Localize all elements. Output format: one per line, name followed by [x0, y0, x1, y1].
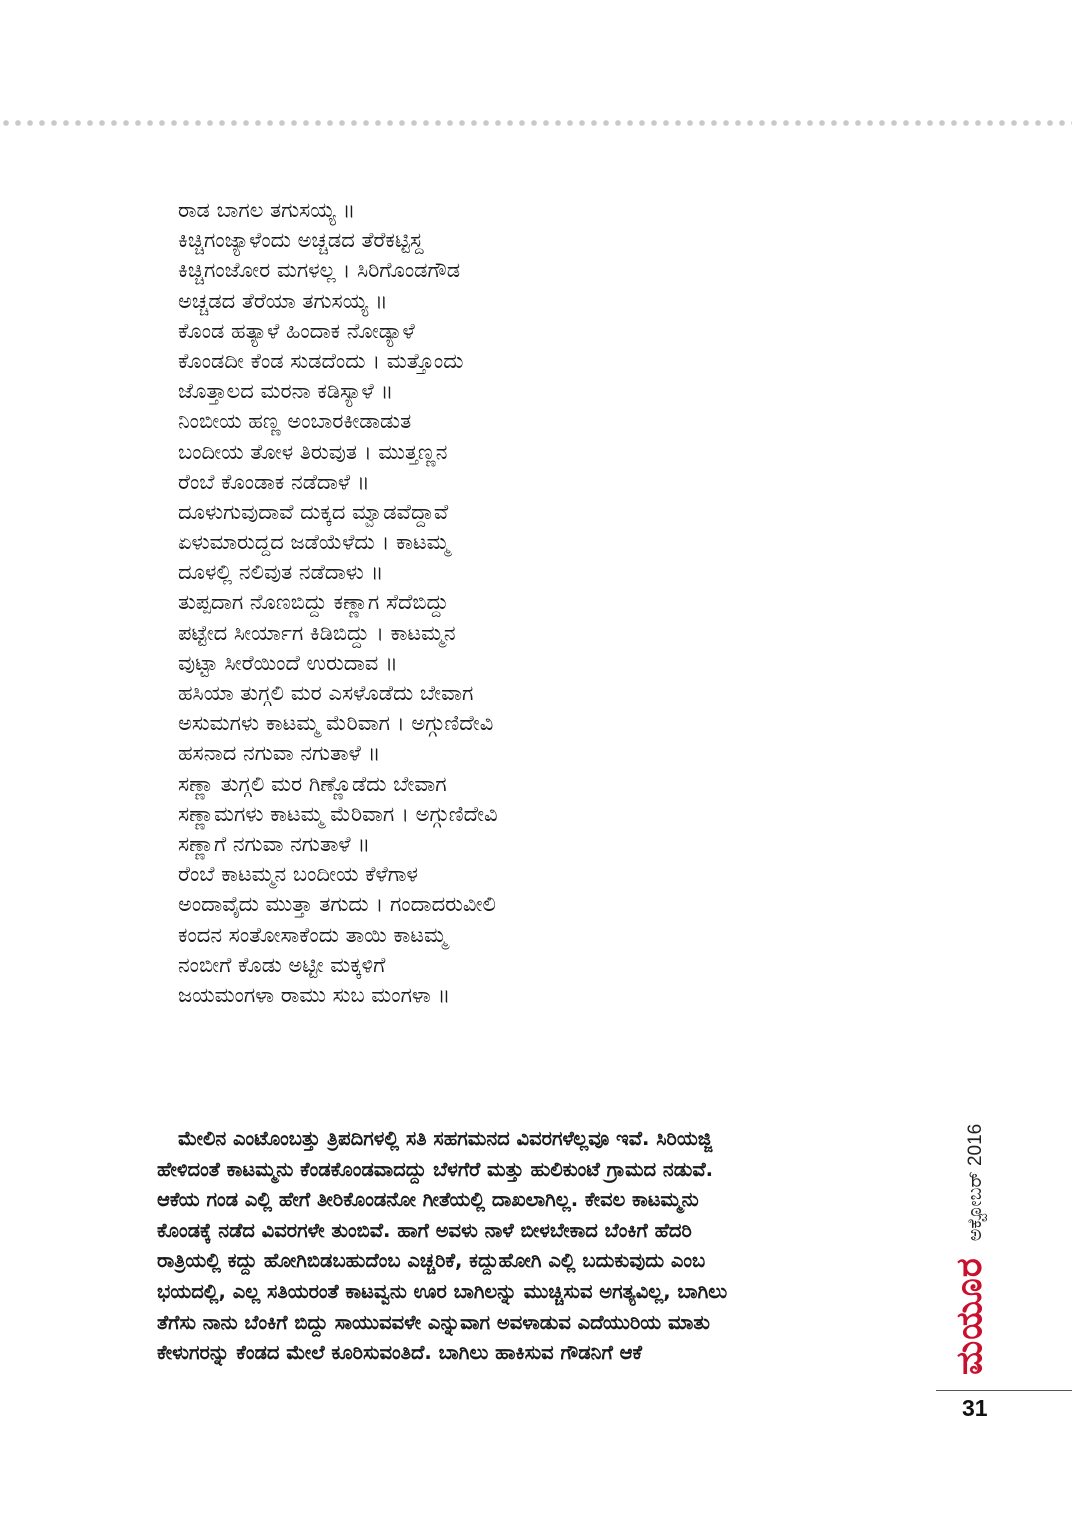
issue-date: ಅಕ್ಟೋಬರ್ 2016: [965, 1123, 986, 1242]
poem-line: ದೂಳುಗುವುದಾವೆ ದುಕ್ಕದ ಮ್ವಾಡವೆದ್ದಾವೆ: [178, 499, 449, 524]
poem-line: ಸಣ್ಣಾ ತುಗ್ಗಲಿ ಮರ ಗಿಣ್ಣೊಡೆದು ಬೇವಾಗ: [178, 771, 447, 796]
poem-line: ಕೊಂಡದೀ ಕೆಂಡ ಸುಡದೆಂದು । ಮತ್ತೊಂದು: [178, 348, 464, 373]
poem-line: ಕೊಂಡ ಹತ್ಯಾಳೆ ಹಿಂದಾಕ ನೋಡ್ಯಾಳೆ: [178, 318, 415, 343]
prose-line: ರಾತ್ರಿಯಲ್ಲಿ ಕದ್ದು ಹೋಗಿಬಿಡಬಹುದೆಂಬ ಎಚ್ಚರಿಕೆ, ಕದ್ದುಹೋಗಿ ಎಲ್ಲಿ ಬದುಕುವುದು ಎಂಬ: [157, 1249, 706, 1273]
poem-line: ಸಣ್ಣಾಮಗಳು ಕಾಟಮ್ಮ ಮೆರಿವಾಗ । ಅಗ್ಗುಣಿದೇವಿ: [178, 801, 498, 826]
poem-line: ಕಂದನ ಸಂತೋಸಾಕೆಂದು ತಾಯಿ ಕಾಟಮ್ಮ: [178, 922, 447, 947]
prose-line: ಮೇಲಿನ ಎಂಟೊಂಬತ್ತು ತ್ರಿಪದಿಗಳಲ್ಲಿ ಸತಿ ಸಹಗಮನದ ವಿವರಗಳೆಲ್ಲವೂ ಇವೆ. ಸಿರಿಯಜ್ಜಿ: [178, 1127, 713, 1150]
poem-line: ಹಸಿಯಾ ತುಗ್ಗಲಿ ಮರ ಎಸಳೊಡೆದು ಬೇವಾಗ: [178, 681, 474, 705]
poem-line: ಪಟ್ಟೇದ ಸೀರ್ಯಾಗ ಕಿಡಿಬಿದ್ದು । ಕಾಟಮ್ಮನ: [178, 620, 456, 645]
page-number: 31: [962, 1395, 988, 1421]
poem-line: ರೆಂಬೆ ಕೊಂಡಾಕ ನಡೆದಾಳೆ ॥: [178, 469, 370, 494]
poem-line: ದೂಳಲ್ಲಿ ನಲಿವುತ ನಡೆದಾಳು ॥: [178, 560, 384, 585]
prose-line: ತೆಗೆಸು ನಾನು ಬೆಂಕಿಗೆ ಬಿದ್ದು ಸಾಯುವವಳೇ ಎನ್ನುವಾಗ ಅವಳಾಡುವ ಎದೆಯುರಿಯ ಮಾತು: [157, 1310, 710, 1334]
poem-block: [178, 195, 698, 1010]
prose-line: ಕೊಂಡಕ್ಕೆ ನಡೆದ ವಿವರಗಳೇ ತುಂಬಿವೆ. ಹಾಗೆ ಅವಳು ನಾಳೆ ಬೀಳಬೇಕಾದ ಬೆಂಕಿಗೆ ಹೆದರಿ: [157, 1218, 692, 1242]
poem-line: ವುಟ್ಟಾ ಸೀರೆಯಿಂದೆ ಉರುದಾವ ॥: [178, 650, 398, 675]
prose-line: ಕೇಳುಗರನ್ನು ಕೆಂಡದ ಮೇಲೆ ಕೂರಿಸುವಂತಿದೆ. ಬಾಗಿಲು ಹಾಕಿಸುವ ಗೌಡನಿಗೆ ಆಕೆ: [157, 1341, 643, 1365]
prose-line: ಆಕೆಯ ಗಂಡ ಎಲ್ಲಿ ಹೇಗೆ ತೀರಿಕೊಂಡನೋ ಗೀತೆಯಲ್ಲಿ ದಾಖಲಾಗಿಲ್ಲ. ಕೇವಲ ಕಾಟಮ್ಮನು: [157, 1188, 699, 1212]
poem-line: ರೆಂಬೆ ಕಾಟಮ್ಮನ ಬಂದೀಯ ಕೆಳೆಗಾಳ: [178, 862, 418, 887]
poem-line: ಅಸುಮಗಳು ಕಾಟಮ್ಮ ಮೆರಿವಾಗ । ಅಗ್ಗುಣಿದೇವಿ: [178, 711, 494, 736]
prose-line: ಭಯದಲ್ಲಿ, ಎಲ್ಲ ಸತಿಯರಂತೆ ಕಾಟವ್ವನು ಊರ ಬಾಗಿಲನ್ನು ಮುಚ್ಚಿಸುವ ಅಗತ್ಯವಿಲ್ಲ, ಬಾಗಿಲು: [157, 1279, 728, 1303]
prose-line: ಹೇಳಿದಂತೆ ಕಾಟಮ್ಮನು ಕೆಂಡಕೊಂಡವಾದದ್ದು ಬೆಳಗೆರೆ ಮತ್ತು ಹುಲಿಕುಂಟೆ ಗ್ರಾಮದ ನಡುವೆ.: [157, 1157, 714, 1181]
prose-paragraph: [157, 1124, 919, 1369]
poem-line: ಬಂದೀಯ ತೋಳ ತಿರುವುತ । ಮುತ್ತಣ್ಣನ: [178, 439, 448, 464]
poem-line: ಏಳುಮಾರುದ್ದದ ಜಡೆಯೆಳೆದು । ಕಾಟಮ್ಮ: [178, 530, 450, 555]
poem-line: ಅಚ್ಚಡದ ತೆರೆಯಾ ತಗುಸಯ್ಯ ॥: [178, 288, 388, 313]
poem-line: ತುಪ್ಪದಾಗ ನೊಣಬಿದ್ದು ಕಣ್ಣಾಗ ಸೆದೆಬಿದ್ದು: [178, 590, 449, 615]
poem-line: ಜಯಮಂಗಳಾ ರಾಮು ಸುಬ ಮಂಗಳಾ ॥: [178, 982, 451, 1007]
poem-line: ಅಂದಾವೈದು ಮುತ್ತಾ ತಗುದು । ಗಂದಾದರುವೀಲಿ: [178, 892, 496, 917]
poem-line: ನಂಬೀಗೆ ಕೊಡು ಅಟ್ಟೀ ಮಕ್ಕಳಿಗೆ: [178, 952, 386, 977]
poem-line: ಕಿಚ್ಚಿಗಂಜೋರ ಮಗಳಲ್ಲ । ಸಿರಿಗೊಂಡಗೌಡ: [178, 258, 461, 283]
magazine-masthead: [948, 1124, 991, 1375]
magazine-logo: ಮಯೂರ: [948, 1257, 990, 1375]
poem-line: ಕಿಚ್ಚಿಗಂಜ್ಯಾಳೆಂದು ಅಚ್ಚಡದ ತೆರೆಕಟ್ಟಿಸ್ದ: [178, 228, 424, 253]
poem-line: ರಾಡ ಬಾಗಲ ತಗುಸಯ್ಯ ॥: [178, 198, 356, 222]
dotted-header-rule: [0, 119, 1072, 127]
poem-line: ಹಸನಾದ ನಗುವಾ ನಗುತಾಳೆ ॥: [178, 741, 381, 766]
poem-line: ಸಣ್ಣಾಗೆ ನಗುವಾ ನಗುತಾಳೆ ॥: [178, 831, 371, 856]
page-number-rule: [936, 1390, 1072, 1391]
poem-line: ಜೊತ್ತಾಲದ ಮರನಾ ಕಡಿಸ್ಯಾಳೆ ॥: [178, 379, 394, 404]
poem-line: ನಿಂಬೀಯ ಹಣ್ಣ ಅಂಬಾರಕೀಡಾಡುತ: [178, 409, 412, 434]
